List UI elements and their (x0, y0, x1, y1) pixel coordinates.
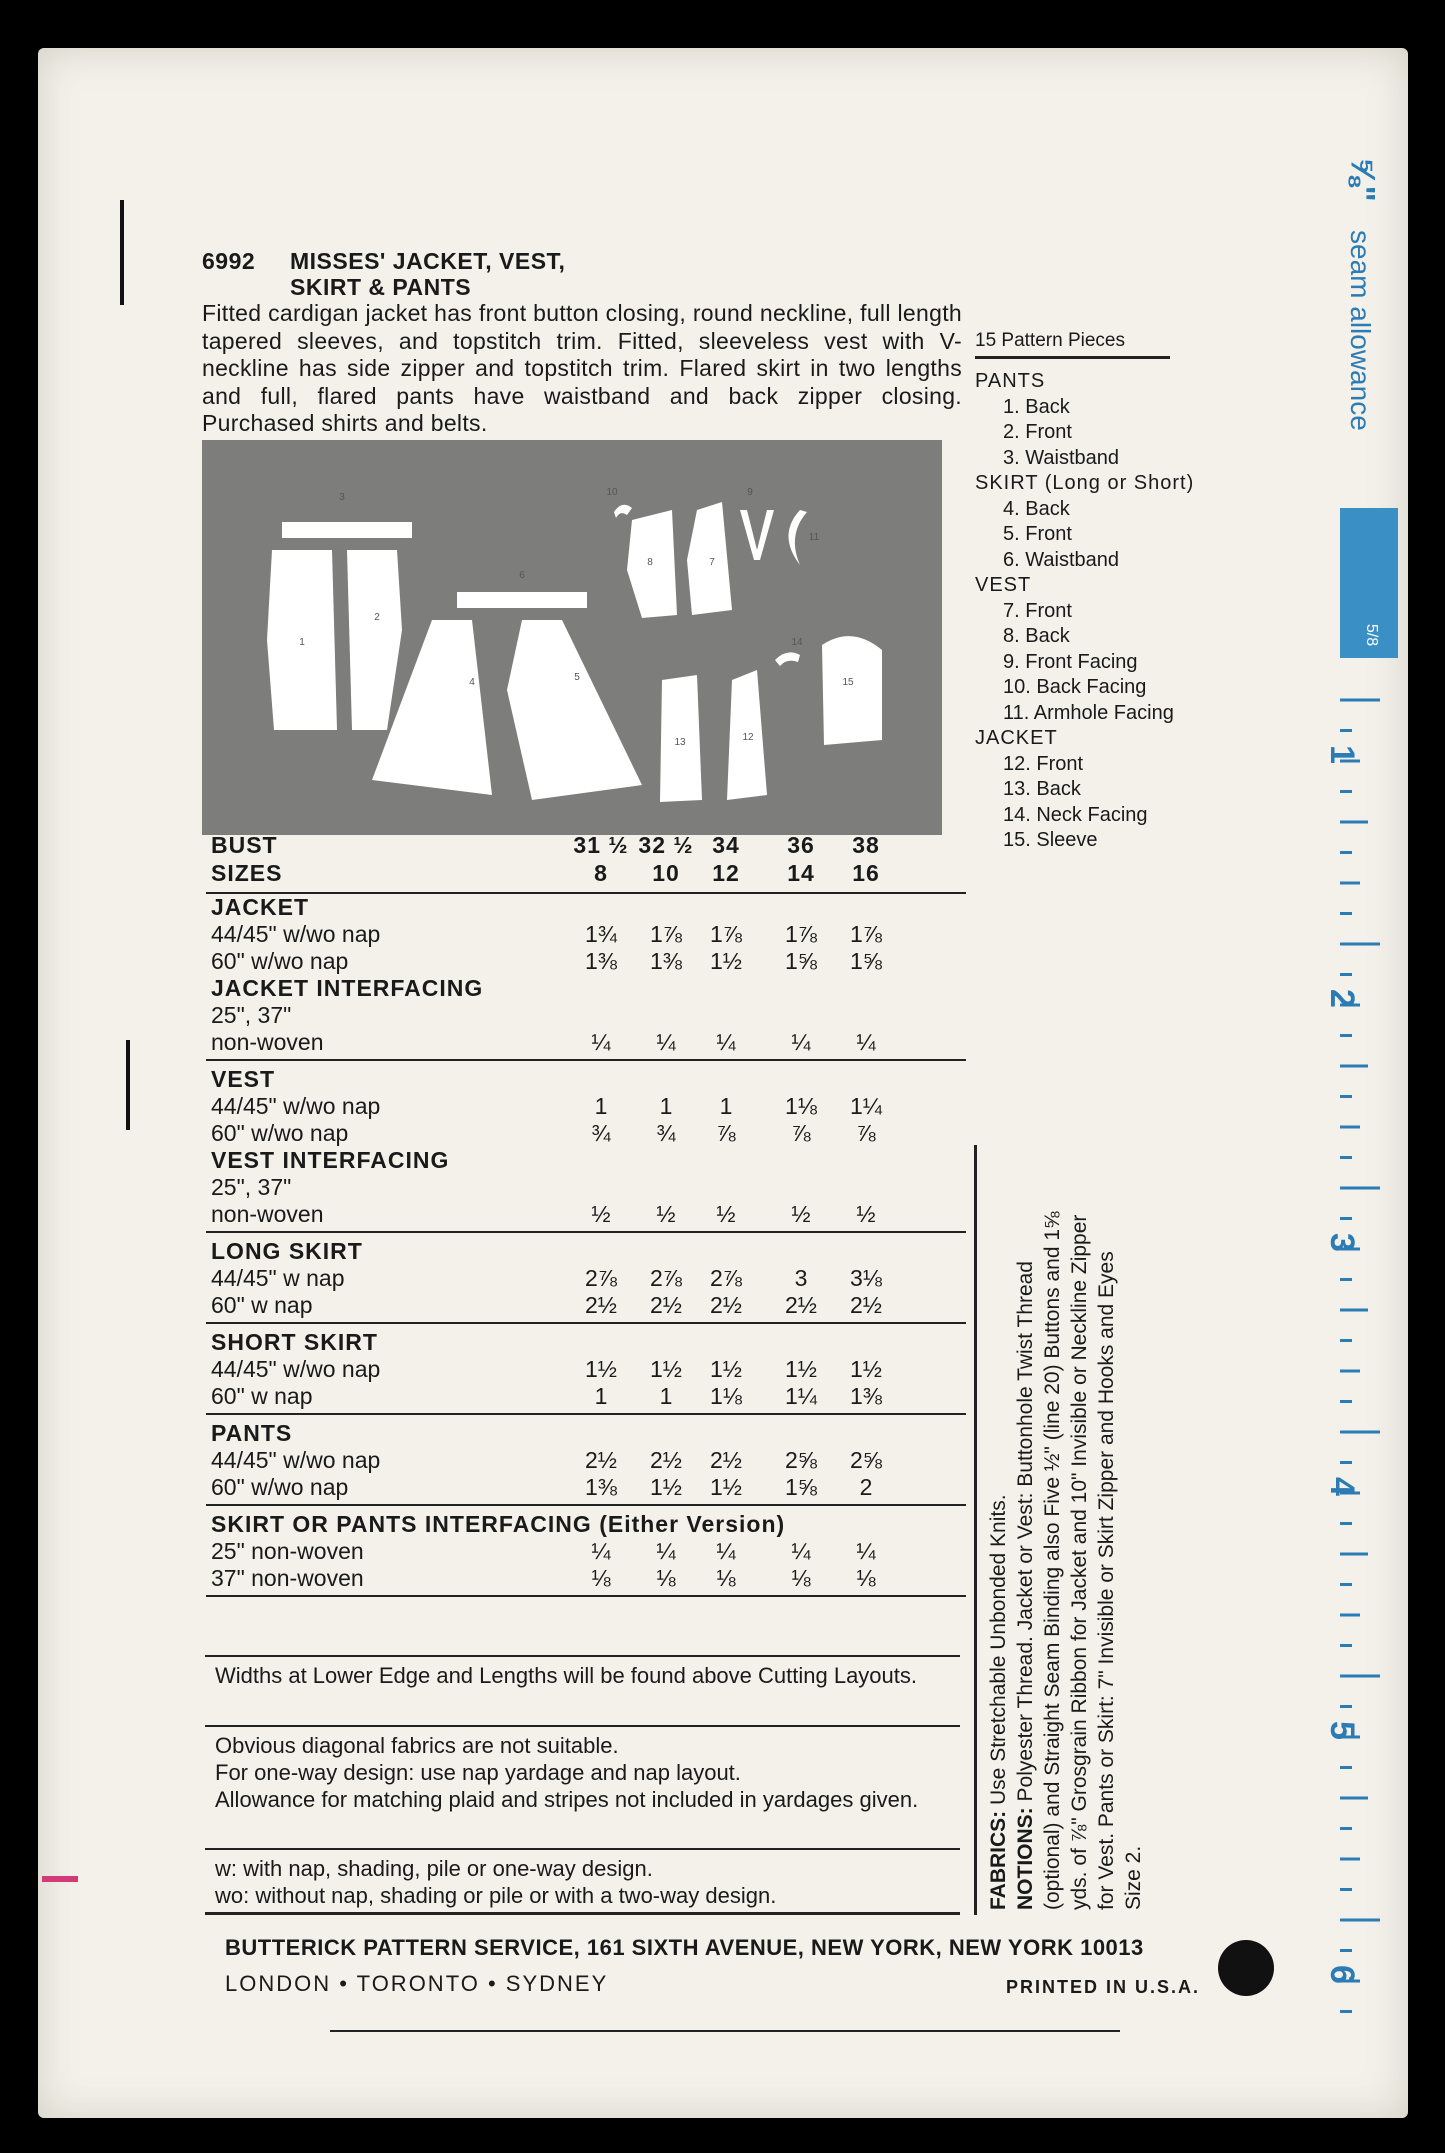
bust-value: 32 ½ (638, 832, 694, 858)
piece-item: 5. Front (1003, 523, 1072, 545)
yardage-value: 2½ (585, 1292, 617, 1318)
printed-in: PRINTED IN U.S.A. (1005, 1977, 1200, 1997)
pattern-pieces-diagram (202, 440, 942, 835)
bust-label: BUST (211, 832, 278, 858)
yardage-value: ⅛ (591, 1565, 611, 1591)
yardage-value: 1½ (710, 1474, 742, 1500)
bust-value: 36 (787, 832, 815, 858)
yardage-value: ⅞ (856, 1120, 876, 1146)
divider (205, 1848, 960, 1850)
yardage-value: 1⅞ (850, 921, 882, 947)
yardage-value: 1⅝ (785, 1474, 817, 1500)
margin-mark (126, 1040, 130, 1130)
figure-label: 11 (808, 532, 820, 543)
yardage-row-label: non-woven (211, 1201, 324, 1227)
figure-label: 8 (647, 557, 653, 568)
piece-2-shape (347, 550, 402, 730)
yardage-value: 2½ (650, 1292, 682, 1318)
yardage-value: 1½ (710, 948, 742, 974)
piece-item: 11. Armhole Facing (1003, 701, 1174, 724)
ruler-ticks (1340, 500, 1400, 2040)
figure-label: 5 (574, 672, 580, 683)
yardage-value: 1⅜ (585, 1474, 617, 1500)
table-rule (206, 1413, 966, 1415)
yardage-value: 1⅛ (785, 1093, 817, 1119)
fabrics-line (985, 1210, 1012, 1910)
pattern-pieces-svg (202, 440, 942, 835)
inch-mark: 4 (1322, 1477, 1361, 1496)
piece-item: 15. Sleeve (1003, 829, 1098, 851)
piece-item: 9. Front Facing (1003, 650, 1138, 673)
note-plaid: Allowance for matching plaid and stripes not included in yardages given. (215, 1787, 919, 1812)
yardage-value: 1⅞ (650, 921, 682, 947)
yardage-value: ¼ (716, 1029, 736, 1055)
yardage-value: 2½ (585, 1447, 617, 1473)
yardage-value: 1⅜ (585, 948, 617, 974)
yardage-value: ¼ (791, 1538, 811, 1564)
piece-item: 4. Back (1003, 497, 1070, 520)
yardage-row-label: 25" non-woven (211, 1538, 364, 1564)
piece-item: 7. Front (1003, 599, 1072, 622)
figure-label: 7 (709, 557, 715, 568)
piece-item: 12. Front (1003, 752, 1084, 775)
pattern-description: Fitted cardigan jacket has front button closing, round neckline, full length tapered sleeves, and topstitch trim. Fitted, sleeveless vest with V-neckline has side zipper and topstitch trim. Flared skirt in two lengths and full, flared pants have waistband and back zipper closing. Purchased shirts and belts. (202, 300, 962, 436)
yardage-row-label: 44/45" w/wo nap (211, 921, 381, 947)
seam-allowance-text: seam allowance (1345, 230, 1376, 431)
piece-list (975, 369, 1194, 854)
figure-label: 6 (519, 570, 525, 581)
yardage-row-label: 44/45" w/wo nap (211, 1093, 381, 1119)
yardage-value: 1½ (650, 1474, 682, 1500)
pattern-number: 6992 (202, 248, 256, 274)
yardage-value: 1⅜ (650, 948, 682, 974)
divider (205, 1912, 960, 1915)
fabrics-text: Use Stretchable Unbonded Knits. (987, 1494, 1010, 1805)
yardage-value: 1⅛ (710, 1383, 742, 1409)
figure-label: 3 (339, 492, 345, 503)
figure-label: 10 (606, 487, 618, 498)
yardage-row-label: 44/45" w nap (211, 1265, 345, 1291)
punch-hole (1218, 1940, 1274, 1996)
sizes-label: SIZES (211, 860, 283, 886)
figure-label: 9 (747, 487, 753, 498)
yardage-value: ¼ (591, 1029, 611, 1055)
bust-value: 38 (852, 832, 880, 858)
yardage-value: 1½ (850, 1356, 882, 1382)
yardage-value: 2⅞ (650, 1265, 682, 1291)
yardage-value: 2 (859, 1474, 873, 1500)
yardage-row-label: 60" w/wo nap (211, 948, 349, 974)
publisher-address: BUTTERICK PATTERN SERVICE, 161 SIXTH AVENUE, NEW YORK, NEW YORK 10013 (225, 1935, 1144, 1960)
piece-item: 13. Back (1003, 778, 1081, 800)
fabrics-notions-block (985, 1210, 1225, 1910)
yardage-value: ½ (716, 1201, 736, 1227)
section-head: SHORT SKIRT (211, 1329, 378, 1355)
piece-item: 8. Back (1003, 625, 1070, 647)
yardage-value: 2½ (650, 1447, 682, 1473)
yardage-row-label: 37" non-woven (211, 1565, 364, 1591)
yardage-value: 1 (659, 1383, 673, 1409)
yardage-value: 1 (719, 1093, 733, 1119)
table-rule (206, 1595, 966, 1597)
yardage-value: 2⅞ (710, 1265, 742, 1291)
size-value: 16 (852, 860, 880, 886)
yardage-row-label: 44/45" w/wo nap (211, 1447, 381, 1473)
table-rule (206, 892, 966, 894)
yardage-value: ⅞ (716, 1120, 736, 1146)
piece-3-shape (282, 522, 412, 538)
yardage-value: 1¼ (785, 1383, 817, 1409)
yardage-value: 1 (594, 1093, 608, 1119)
footer (225, 1935, 1200, 1997)
yardage-value: 1½ (650, 1356, 682, 1382)
section-head: SKIRT OR PANTS INTERFACING (Either Version) (211, 1511, 786, 1537)
yardage-value: 1¼ (850, 1093, 882, 1119)
piece-group-head: SKIRT (Long or Short) (975, 472, 1195, 494)
yardage-value: 2⅝ (850, 1447, 882, 1473)
piece-15-shape (822, 636, 882, 745)
yardage-value: ¾ (656, 1120, 676, 1146)
piece-group-head: VEST (975, 574, 1032, 596)
piece-item: 3. Waistband (1003, 446, 1119, 469)
piece-item: 14. Neck Facing (1003, 803, 1148, 826)
yardage-value: ⅞ (791, 1120, 811, 1146)
piece-item: 2. Front (1003, 421, 1072, 443)
yardage-value: 3⅛ (850, 1265, 882, 1291)
footer-rule (330, 2030, 1120, 2032)
yardage-row-label: 25", 37" (211, 1174, 292, 1200)
figure-label: 13 (674, 737, 686, 748)
section-head: LONG SKIRT (211, 1238, 363, 1264)
yardage-value: 2½ (710, 1292, 742, 1318)
yardage-value: 1½ (785, 1356, 817, 1382)
yardage-value: 1 (659, 1093, 673, 1119)
yardage-row-label: non-woven (211, 1029, 324, 1055)
piece-6-shape (457, 592, 587, 608)
note-widths: Widths at Lower Edge and Lengths will be found above Cutting Layouts. (215, 1663, 918, 1688)
yardage-value: ¼ (716, 1538, 736, 1564)
pattern-title-line2: SKIRT & PANTS (290, 274, 472, 300)
fabrics-label: FABRICS: (987, 1810, 1010, 1910)
section-head: VEST (211, 1066, 276, 1092)
yardage-value: ¾ (591, 1120, 611, 1146)
yardage-value: ⅛ (856, 1565, 876, 1591)
yardage-value: 2½ (785, 1292, 817, 1318)
yardage-row-label: 60" w nap (211, 1292, 313, 1318)
figure-label: 1 (299, 637, 305, 648)
table-rule (206, 1322, 966, 1324)
size-value: 12 (712, 860, 740, 886)
yardage-value: 3 (794, 1265, 808, 1291)
piece-10-shape (614, 505, 632, 518)
section-head: JACKET (211, 894, 310, 920)
size-value: 10 (652, 860, 680, 886)
yardage-value: ⅛ (791, 1565, 811, 1591)
section-head: VEST INTERFACING (211, 1147, 450, 1173)
yardage-value: ¼ (791, 1029, 811, 1055)
inch-mark: 2 (1322, 989, 1361, 1008)
yardage-value: ¼ (856, 1029, 876, 1055)
yardage-value: ¼ (656, 1029, 676, 1055)
inch-mark: 6 (1322, 1965, 1361, 1984)
yardage-value: 1¾ (585, 921, 617, 947)
margin-mark (120, 200, 124, 305)
figure-label: 14 (791, 637, 803, 648)
divider (205, 1655, 960, 1657)
ruler-fraction: ⅝" (1343, 157, 1382, 202)
yardage-row-label: 44/45" w/wo nap (211, 1356, 381, 1382)
yardage-value: ⅛ (656, 1565, 676, 1591)
note-wo-definition: wo: without nap, shading or pile or with a two-way design. (215, 1883, 777, 1908)
pattern-pieces-list (975, 330, 1194, 854)
yardage-value: ⅛ (716, 1565, 736, 1591)
yardage-value: ½ (656, 1201, 676, 1227)
yardage-value: 1 (594, 1383, 608, 1409)
piece-11-shape (789, 510, 808, 565)
notions-line (1012, 1210, 1147, 1910)
divider (205, 1725, 960, 1727)
figure-label: 12 (742, 732, 754, 743)
yardage-row-label: 25", 37" (211, 1002, 292, 1028)
inch-mark: 1 (1322, 745, 1361, 764)
inch-mark: 3 (1322, 1233, 1361, 1252)
piece-14-shape (775, 652, 800, 666)
yardage-value: ½ (856, 1201, 876, 1227)
seam-allowance-label (1345, 230, 1376, 520)
notions-text: Polyester Thread. Jacket or Vest: Buttonhole Twist Thread (optional) and Straight Seam Binding also Five ½" (line 20) Buttons and 1⅝ yds. of ⅞" Grosgrain Ribbon for Jacket and 10" Invisible or Neckline Zipper for Vest. Pants or Skirt: 7" Invisible or Skirt Zipper and Hooks and Eyes Size 2. (1014, 1211, 1145, 1910)
piece-item: 10. Back Facing (1003, 676, 1147, 698)
notions-label: NOTIONS: (1014, 1807, 1037, 1910)
yardage-value: 1½ (710, 1356, 742, 1382)
piece-item: 6. Waistband (1003, 548, 1119, 571)
note-one-way: For one-way design: use nap yardage and nap layout. (215, 1760, 741, 1785)
note-w-definition: w: with nap, shading, pile or one-way design. (215, 1856, 653, 1881)
yardage-value: 1⅝ (785, 948, 817, 974)
yardage-value: ¼ (591, 1538, 611, 1564)
figure-label: 15 (842, 677, 854, 688)
yardage-value: 1⅝ (850, 948, 882, 974)
yardage-row-label: 60" w nap (211, 1383, 313, 1409)
inch-mark: 5 (1322, 1721, 1361, 1740)
yardage-value: ¼ (856, 1538, 876, 1564)
piece-group-head: JACKET (975, 727, 1058, 749)
yardage-value: 1⅞ (785, 921, 817, 947)
bust-value: 34 (712, 832, 740, 858)
section-head: PANTS (211, 1420, 293, 1446)
yardage-value: 1⅞ (710, 921, 742, 947)
table-rule (206, 1504, 966, 1506)
yardage-value: 1⅜ (850, 1383, 882, 1409)
figure-label: 4 (469, 677, 475, 688)
yardage-value: 2½ (850, 1292, 882, 1318)
piece-item: 1. Back (1003, 395, 1070, 418)
piece-group-head: PANTS (975, 370, 1046, 392)
piece-5-shape (507, 620, 642, 800)
pink-edge-mark (42, 1876, 78, 1882)
yardage-row-label: 60" w/wo nap (211, 1474, 349, 1500)
section-head: JACKET INTERFACING (211, 975, 484, 1001)
yardage-value: 1½ (585, 1356, 617, 1382)
yardage-value: 2½ (710, 1447, 742, 1473)
band-label: 5/8 (1363, 623, 1381, 647)
yardage-value: ¼ (656, 1538, 676, 1564)
pieces-count: 15 Pattern Pieces (975, 330, 1170, 359)
bust-value: 31 ½ (573, 832, 629, 858)
table-rule (206, 1059, 966, 1061)
publisher-cities: LONDON • TORONTO • SYDNEY (225, 1971, 609, 1996)
pattern-title-line1: MISSES' JACKET, VEST, (290, 248, 566, 274)
yardage-value: ½ (591, 1201, 611, 1227)
size-value: 14 (787, 860, 815, 886)
vertical-divider (974, 1145, 977, 1915)
figure-label: 2 (374, 612, 380, 623)
note-diagonal: Obvious diagonal fabrics are not suitable. (215, 1733, 619, 1758)
yardage-value: 2⅞ (585, 1265, 617, 1291)
yardage-value: ½ (791, 1201, 811, 1227)
yardage-value: 2⅝ (785, 1447, 817, 1473)
size-value: 8 (594, 860, 608, 886)
piece-9-shape (740, 510, 774, 560)
table-rule (206, 1231, 966, 1233)
yardage-row-label: 60" w/wo nap (211, 1120, 349, 1146)
